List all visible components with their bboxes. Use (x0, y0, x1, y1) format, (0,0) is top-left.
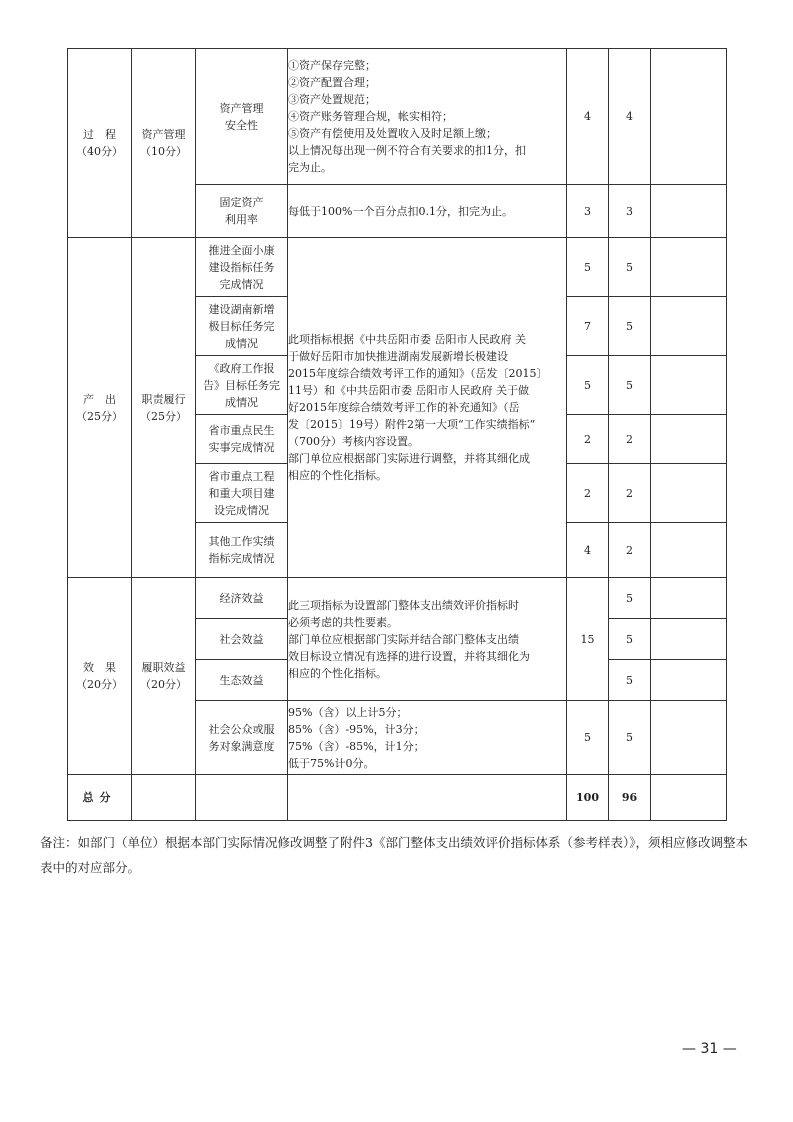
total-weight: 100 (567, 775, 609, 821)
indicator-line: 和重大项目建 (208, 486, 275, 500)
criteria-line: ④资产账务管理合规，帐实相符； (288, 110, 453, 123)
remark-cell (651, 49, 727, 185)
score-output-1: 5 (609, 238, 651, 297)
criteria-line: 75%（含）-85%，计1分； (288, 739, 425, 753)
group-output-score: （25分） (76, 409, 123, 423)
criteria-line: 完为止。 (288, 161, 332, 174)
indicator-line: 建设指标任务 (208, 260, 275, 274)
remark-cell (651, 775, 727, 821)
subgroup-asset-mgmt-name: 资产管理 (141, 128, 186, 141)
indicator-line: 资产管理 (219, 101, 264, 115)
indicator-line: 指标完成情况 (208, 552, 275, 565)
indicator-line: 省市重点民生 (208, 424, 275, 437)
indicator-line: 告》目标任务完 (203, 378, 280, 392)
indicator-line: 《政府工作报 (208, 361, 275, 375)
criteria-line: 于做好岳阳市加快推进湖南发展新增长极建设 (288, 350, 508, 363)
subgroup-asset-mgmt-score: （10分） (140, 145, 187, 158)
indicator-satisfaction (196, 701, 288, 775)
subgroup-asset-mgmt (132, 49, 196, 238)
criteria-line: 95%（含）以上计5分； (288, 705, 408, 719)
subgroup-perform-name: 履职效益 (141, 661, 186, 674)
footnote: 备注：如部门（单位）根据本部门实际情况修改调整了附件3《部门整体支出绩效评价指标体系（参考样表）》，须相应修改调整本表中的对应部分。 (40, 835, 748, 875)
criteria-asset-safety (288, 49, 567, 185)
criteria-line: 部门单位应根据部门实际并结合部门整体支出绩 (288, 632, 519, 646)
criteria-line: （700分）考核内容设置。 (288, 435, 419, 448)
score-output-6: 2 (609, 523, 651, 578)
indicator-line: 设完成情况 (214, 503, 269, 517)
criteria-line: 85%（含）-95%，计3分； (288, 722, 425, 736)
criteria-line: 部门单位应根据部门实际进行调整，并将其细化成 (288, 452, 530, 465)
page-number: — 31 — (682, 1041, 737, 1057)
indicator-output-5 (196, 464, 288, 523)
indicator-line: 利用率 (225, 213, 258, 226)
criteria-line: 此三项指标为设置部门整体支出绩效评价指标时 (288, 598, 519, 612)
criteria-line: 低于75%计0分。 (288, 756, 375, 770)
row-effect-1 (68, 578, 727, 619)
criteria-line: 相应的个性化指标。 (288, 469, 387, 482)
remark-cell (651, 660, 727, 701)
weight-output-2: 7 (567, 297, 609, 356)
criteria-line: 效目标设立情况有选择的进行设置，并将其细化为 (288, 649, 530, 663)
group-process (68, 49, 132, 238)
score-asset-safety: 4 (609, 49, 651, 185)
weight-output-1: 5 (567, 238, 609, 297)
criteria-line: 发〔2015〕19号）附件2第一大项“工作实绩指标” (288, 418, 536, 431)
empty-cell (288, 775, 567, 821)
indicator-line: 成情况 (225, 395, 258, 409)
criteria-line: 以上情况每出现一例不符合有关要求的扣1分，扣 (288, 144, 526, 157)
score-output-2: 5 (609, 297, 651, 356)
evaluation-table (67, 48, 727, 821)
weight-output-5: 2 (567, 464, 609, 523)
remark-cell (651, 185, 727, 238)
criteria-line: 相应的个性化指标。 (288, 666, 387, 680)
criteria-line: 必须考虑的共性要素。 (288, 615, 398, 629)
criteria-line: ①资产保存完整； (288, 59, 376, 72)
criteria-line: 好2015年度综合绩效考评工作的补充通知》（岳 (288, 401, 520, 414)
remark-cell (651, 464, 727, 523)
score-economic: 5 (609, 578, 651, 619)
indicator-economic: 经济效益 (196, 578, 288, 619)
indicator-line: 固定资产 (219, 196, 264, 209)
indicator-output-2 (196, 297, 288, 356)
weight-output-6: 4 (567, 523, 609, 578)
remark-cell (651, 297, 727, 356)
total-label: 总分 (68, 775, 132, 821)
score-output-5: 2 (609, 464, 651, 523)
remark-cell (651, 238, 727, 297)
indicator-asset-safety (196, 49, 288, 185)
group-process-score: （40分） (76, 145, 123, 158)
row-total (68, 775, 727, 821)
indicator-line: 实事完成情况 (208, 441, 275, 454)
subgroup-duty-score: （25分） (140, 409, 187, 423)
score-output-3: 5 (609, 356, 651, 415)
weight-asset-safety: 4 (567, 49, 609, 185)
weight-fixed-asset: 3 (567, 185, 609, 238)
indicator-line: 省市重点工程 (208, 469, 275, 483)
subgroup-duty-name: 职责履行 (141, 392, 186, 406)
remark-cell (651, 523, 727, 578)
group-process-name: 过 程 (83, 128, 116, 141)
indicator-line: 推进全面小康 (208, 243, 275, 257)
subgroup-perform-score: （20分） (140, 678, 187, 691)
indicator-line: 成情况 (225, 336, 258, 350)
remark-cell (651, 356, 727, 415)
weight-output-4: 2 (567, 415, 609, 464)
indicator-line: 其他工作实绩 (208, 535, 275, 548)
indicator-output-4 (196, 415, 288, 464)
indicator-line: 完成情况 (219, 277, 264, 291)
criteria-line: 2015年度综合绩效考评工作的通知》（岳发〔2015〕 (288, 367, 548, 380)
indicator-line: 社会公众或服 (208, 722, 275, 736)
weight-output-3: 5 (567, 356, 609, 415)
row-asset-safety (68, 49, 727, 185)
remark-cell (651, 578, 727, 619)
subgroup-duty (132, 238, 196, 578)
score-ecological: 5 (609, 660, 651, 701)
score-output-4: 2 (609, 415, 651, 464)
criteria-line: 此项指标根据《中共岳阳市委 岳阳市人民政府 关 (288, 333, 526, 346)
empty-cell (132, 775, 196, 821)
score-satisfaction: 5 (609, 701, 651, 775)
criteria-line: ②资产配置合理； (288, 76, 376, 89)
group-effect-name: 效 果 (83, 661, 116, 674)
row-output-1 (68, 238, 727, 297)
group-effect-score: （20分） (76, 678, 123, 691)
criteria-effect (288, 578, 567, 701)
indicator-line: 建设湖南新增 (208, 302, 275, 316)
indicator-ecological: 生态效益 (196, 660, 288, 701)
criteria-satisfaction (288, 701, 567, 775)
score-social: 5 (609, 619, 651, 660)
weight-effect: 15 (567, 578, 609, 701)
indicator-output-3 (196, 356, 288, 415)
group-output (68, 238, 132, 578)
indicator-output-1 (196, 238, 288, 297)
criteria-line: 每低于100%一个百分点扣0.1分，扣完为止。 (288, 204, 513, 218)
indicator-fixed-asset (196, 185, 288, 238)
group-output-name: 产 出 (83, 392, 116, 406)
empty-cell (196, 775, 288, 821)
subgroup-perform (132, 578, 196, 775)
criteria-output (288, 238, 567, 578)
total-score: 96 (609, 775, 651, 821)
remark-cell (651, 701, 727, 775)
indicator-social: 社会效益 (196, 619, 288, 660)
remark-cell (651, 619, 727, 660)
indicator-output-6 (196, 523, 288, 578)
indicator-line: 安全性 (225, 118, 258, 132)
criteria-fixed-asset (288, 185, 567, 238)
group-effect (68, 578, 132, 775)
criteria-line: ⑤资产有偿使用及处置收入及时足额上缴； (288, 127, 497, 140)
indicator-line: 极目标任务完 (208, 319, 275, 333)
indicator-line: 务对象满意度 (208, 739, 275, 753)
weight-satisfaction: 5 (567, 701, 609, 775)
score-fixed-asset: 3 (609, 185, 651, 238)
criteria-line: 11号）和《中共岳阳市委 岳阳市人民政府 关于做 (288, 384, 529, 397)
criteria-line: ③资产处置规范； (288, 93, 376, 106)
remark-cell (651, 415, 727, 464)
